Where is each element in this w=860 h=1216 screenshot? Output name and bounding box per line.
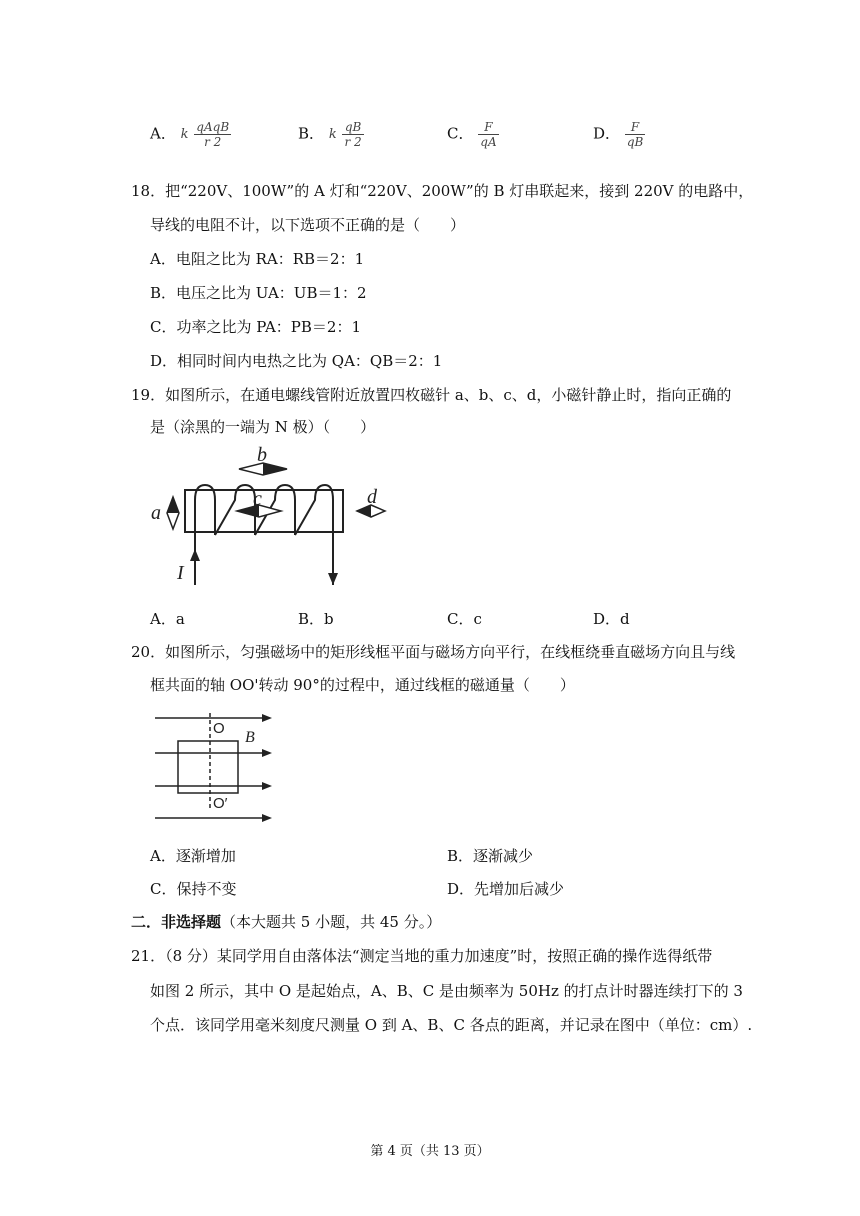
q21-stem-line1: 21．（8 分）某同学用自由落体法“测定当地的重力加速度”时，按照正确的操作选得纸带 bbox=[131, 947, 713, 965]
q19-stem-line2: 是（涂黑的一端为 N 极）（ ） bbox=[150, 418, 376, 436]
q17-option-b: B． k $\frac{qB}{r 2}$ bbox=[298, 120, 362, 149]
section-2-note: （本大题共 5 小题，共 45 分。） bbox=[221, 913, 442, 931]
q19-option-a: A．a bbox=[150, 610, 185, 628]
q21-stem-line2: 如图 2 所示，其中 O 是起始点，A、B、C 是由频率为 50Hz 的打点计时器连续打下的 3 bbox=[150, 982, 743, 1000]
magnetic-field-figure bbox=[150, 708, 280, 828]
q18-option-a: A．电阻之比为 RA：RB＝2：1 bbox=[150, 250, 365, 268]
needle-c-label: c bbox=[253, 488, 262, 510]
q20-stem-line2: 框共面的轴 OO'转动 90°的过程中，通过线框的磁通量（ ） bbox=[150, 676, 575, 694]
q20-option-b: B．逐渐减少 bbox=[447, 847, 534, 865]
field-b-label: B bbox=[245, 729, 255, 746]
section-2-heading bbox=[131, 911, 441, 932]
q20-option-a: A．逐渐增加 bbox=[150, 847, 236, 865]
q17-option-c: C． $\frac{F}{qA}$ bbox=[447, 120, 497, 149]
needle-b-label: b bbox=[257, 445, 267, 466]
q18-option-d: D．相同时间内电热之比为 QA：QB＝2：1 bbox=[150, 352, 443, 370]
q19-option-d: D．d bbox=[593, 610, 630, 628]
needle-a-label: a bbox=[151, 502, 161, 524]
q21-stem-line3: 个点．该同学用毫米刻度尺测量 O 到 A、B、C 各点的距离，并记录在图中（单位：cm）. bbox=[150, 1016, 753, 1034]
q20-option-c: C．保持不变 bbox=[150, 880, 237, 898]
q19-option-c: C．c bbox=[447, 610, 482, 628]
q20-option-d: D．先增加后减少 bbox=[447, 880, 565, 898]
q19-option-b: B．b bbox=[298, 610, 334, 628]
axis-o-bottom-label: O′ bbox=[213, 795, 228, 812]
section-2-title: 二．非选择题 bbox=[131, 913, 222, 931]
page-footer: 第 4 页（共 13 页） bbox=[370, 1144, 490, 1159]
current-label: I bbox=[177, 562, 184, 584]
q17-option-d: D． $\frac{F}{qB}$ bbox=[593, 120, 644, 149]
q19-stem-line1: 19．如图所示，在通电螺线管附近放置四枚磁针 a、b、c、d，小磁针静止时，指向正确的 bbox=[131, 386, 732, 404]
q17-option-a: A． k $\frac{\text{qAqB}}{r 2}$ bbox=[150, 120, 230, 149]
axis-o-top-label: O bbox=[213, 720, 225, 737]
q20-stem-line1: 20．如图所示，匀强磁场中的矩形线框平面与磁场方向平行，在线框绕垂直磁场方向且与线 bbox=[131, 643, 736, 661]
q18-option-c: C．功率之比为 PA：PB＝2：1 bbox=[150, 318, 361, 336]
q18-option-b: B．电压之比为 UA：UB＝1：2 bbox=[150, 284, 367, 302]
q18-stem-line2: 导线的电阻不计，以下选项不正确的是（ ） bbox=[150, 216, 466, 234]
needle-d-label: d bbox=[367, 486, 377, 508]
solenoid-figure bbox=[145, 445, 395, 595]
q18-stem-line1: 18．把“220V、100W”的 A 灯和“220V、200W”的 B 灯串联起来，接到 220V 的电路中， bbox=[131, 182, 754, 200]
